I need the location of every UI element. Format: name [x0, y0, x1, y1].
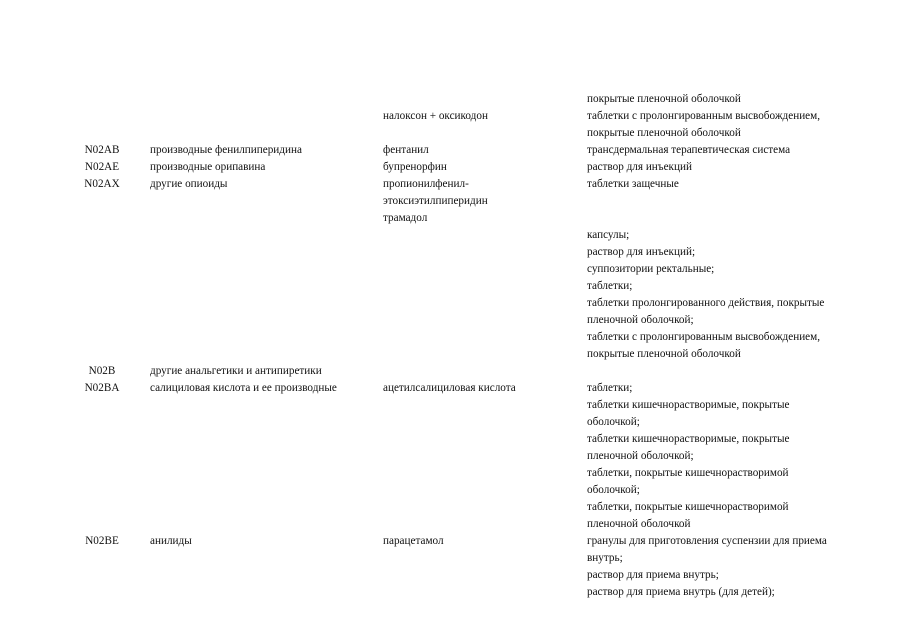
dosage-form: таблетки с пролонгированным высвобождением,	[587, 331, 821, 343]
table-row	[0, 499, 905, 517]
dosage-form: оболочкой;	[587, 484, 640, 496]
table-row	[0, 227, 905, 245]
table-row	[0, 125, 905, 143]
atc-group-name: салициловая кислота и ее производные	[150, 382, 337, 394]
table-row	[0, 244, 905, 262]
table-row	[0, 465, 905, 483]
atc-code: N02BE	[85, 535, 119, 547]
table-row	[0, 516, 905, 534]
dosage-form: таблетки, покрытые кишечнорастворимой	[587, 501, 789, 513]
atc-group-name: другие анальгетики и антипиретики	[150, 365, 322, 377]
atc-code: N02BA	[84, 382, 120, 394]
dosage-form: таблетки защечные	[587, 178, 679, 190]
atc-group-name: анилиды	[150, 535, 192, 547]
drug-name: фентанил	[383, 144, 429, 156]
dosage-form: таблетки;	[587, 280, 633, 292]
table-row	[0, 312, 905, 330]
dosage-form: внутрь;	[587, 552, 623, 564]
atc-code: N02AE	[84, 161, 120, 173]
dosage-form: таблетки;	[587, 382, 633, 394]
table-row	[0, 431, 905, 449]
dosage-form: пленочной оболочкой;	[587, 450, 694, 462]
table-row	[0, 482, 905, 500]
drug-name: бупренорфин	[383, 161, 447, 173]
table-row	[0, 329, 905, 347]
atc-code: N02AB	[84, 144, 120, 156]
dosage-form: покрытые пленочной оболочкой	[587, 348, 741, 360]
dosage-form: раствор для инъекций	[587, 161, 692, 173]
table-row	[0, 210, 905, 228]
table-row	[0, 397, 905, 415]
table-row	[0, 567, 905, 585]
table-row	[0, 142, 905, 160]
table-row	[0, 363, 905, 381]
dosage-form: таблетки с пролонгированным высвобождением,	[587, 110, 821, 122]
drug-name: ацетилсалициловая кислота	[383, 382, 516, 394]
table-row	[0, 533, 905, 551]
table-row	[0, 261, 905, 279]
dosage-form: раствор для приема внутрь;	[587, 569, 719, 581]
drug-name: трамадол	[383, 212, 428, 224]
dosage-form: пленочной оболочкой	[587, 518, 691, 530]
atc-code: N02AX	[84, 178, 120, 190]
table-row	[0, 448, 905, 466]
dosage-form: раствор для приема внутрь (для детей);	[587, 586, 775, 598]
table-row	[0, 584, 905, 602]
atc-group-name: производные фенилпиперидина	[150, 144, 302, 156]
table-row	[0, 193, 905, 211]
drug-name: этоксиэтилпиперидин	[383, 195, 488, 207]
table-row	[0, 380, 905, 398]
dosage-form: покрытые пленочной оболочкой	[587, 127, 741, 139]
dosage-form: таблетки, покрытые кишечнорастворимой	[587, 467, 789, 479]
dosage-form: таблетки кишечнорастворимые, покрытые	[587, 433, 790, 445]
dosage-form: гранулы для приготовления суспензии для приема	[587, 535, 827, 547]
table-row	[0, 91, 905, 109]
dosage-form: таблетки кишечнорастворимые, покрытые	[587, 399, 790, 411]
drug-name: парацетамол	[383, 535, 444, 547]
table-row	[0, 278, 905, 296]
table-row	[0, 108, 905, 126]
dosage-form: трансдермальная терапевтическая система	[587, 144, 791, 156]
table-row	[0, 346, 905, 364]
table-row	[0, 550, 905, 568]
dosage-form: капсулы;	[587, 229, 630, 241]
table-row	[0, 176, 905, 194]
atc-code: N02B	[88, 365, 116, 377]
table-row	[0, 295, 905, 313]
table-row	[0, 159, 905, 177]
drug-name: пропионилфенил-	[383, 178, 469, 190]
drug-name: налоксон + оксикодон	[383, 110, 488, 122]
atc-group-name: производные орипавина	[150, 161, 266, 173]
dosage-form: суппозитории ректальные;	[587, 263, 715, 275]
atc-group-name: другие опиоиды	[150, 178, 228, 190]
dosage-form: пленочной оболочкой;	[587, 314, 694, 326]
dosage-form: оболочкой;	[587, 416, 640, 428]
table-row	[0, 414, 905, 432]
dosage-form: таблетки пролонгированного действия, покрытые	[587, 297, 825, 309]
dosage-form: раствор для инъекций;	[587, 246, 696, 258]
dosage-form: покрытые пленочной оболочкой	[587, 93, 741, 105]
